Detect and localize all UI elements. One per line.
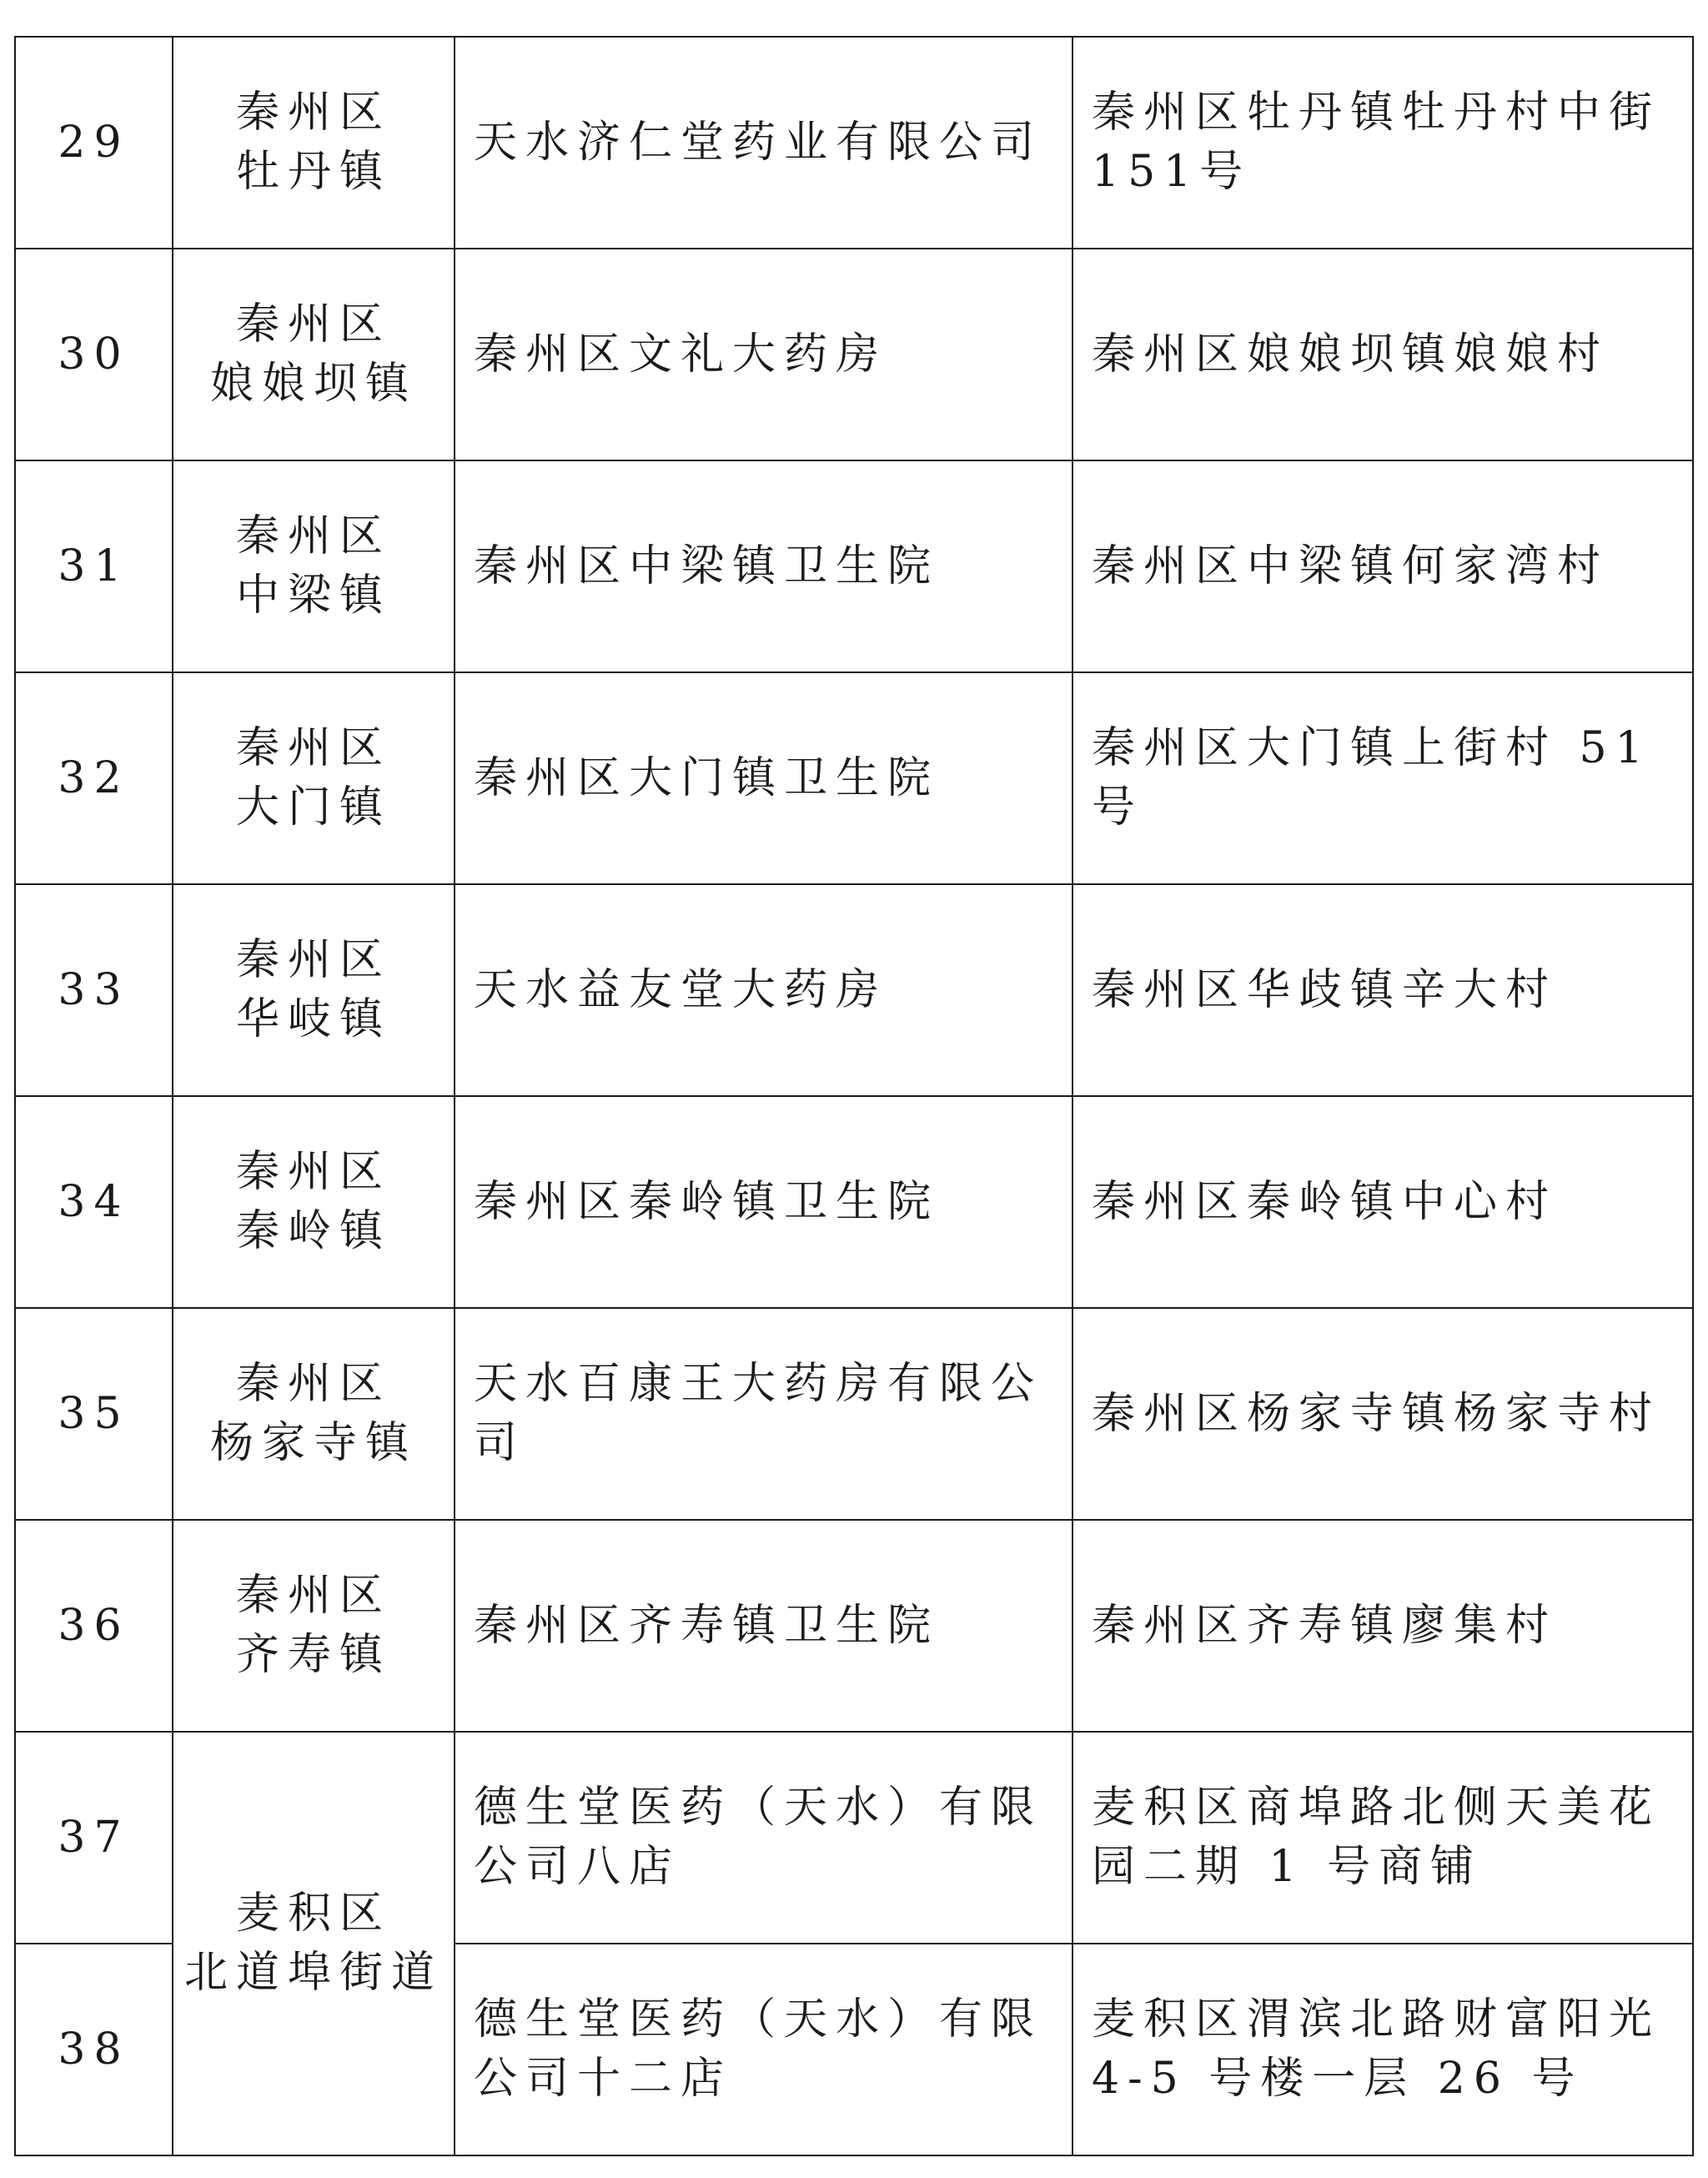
pharmacy-address: 秦州区大门镇上街村 51 号 [1073, 672, 1693, 884]
row-number: 36 [15, 1520, 173, 1732]
pharmacy-address: 秦州区娘娘坝镇娘娘村 [1073, 249, 1693, 460]
row-number: 37 [15, 1732, 173, 1944]
pharmacy-address: 秦州区齐寿镇廖集村 [1073, 1520, 1693, 1732]
table-row [15, 1308, 1693, 1520]
row-number: 33 [15, 884, 173, 1096]
pharmacy-name: 天水百康王大药房有限公司 [455, 1308, 1073, 1520]
table-row [15, 672, 1693, 884]
row-number: 31 [15, 460, 173, 672]
table-row [15, 1520, 1693, 1732]
district: 秦州区 [235, 299, 391, 350]
town: 牡丹镇 [235, 147, 391, 197]
district: 秦州区 [235, 723, 391, 773]
subdistrict: 北道埠街道 [183, 1948, 443, 1998]
pharmacy-address: 秦州区牡丹镇牡丹村中街151号 [1073, 37, 1693, 249]
area-cell [173, 884, 455, 1096]
pharmacy-name: 秦州区文礼大药房 [455, 249, 1073, 460]
pharmacy-name: 天水济仁堂药业有限公司 [455, 37, 1073, 249]
row-number: 35 [15, 1308, 173, 1520]
table-row [15, 249, 1693, 460]
row-number: 38 [15, 1944, 173, 2155]
area-cell [173, 37, 455, 249]
pharmacy-name: 秦州区齐寿镇卫生院 [455, 1520, 1073, 1732]
row-number: 32 [15, 672, 173, 884]
district: 麦积区 [235, 1889, 391, 1939]
pharmacy-address: 秦州区中梁镇何家湾村 [1073, 460, 1693, 672]
row-number: 34 [15, 1096, 173, 1308]
pharmacy-address: 秦州区杨家寺镇杨家寺村 [1073, 1308, 1693, 1520]
pharmacy-name: 天水益友堂大药房 [455, 884, 1073, 1096]
pharmacy-name: 德生堂医药（天水）有限公司十二店 [455, 1944, 1073, 2155]
table-row [15, 1096, 1693, 1308]
town: 齐寿镇 [235, 1630, 391, 1680]
pharmacy-address: 秦州区华歧镇辛大村 [1073, 884, 1693, 1096]
district: 秦州区 [235, 1147, 391, 1197]
pharmacy-name: 秦州区中梁镇卫生院 [455, 460, 1073, 672]
pharmacy-name: 秦州区秦岭镇卫生院 [455, 1096, 1073, 1308]
table-row [15, 460, 1693, 672]
pharmacy-address: 麦积区商埠路北侧天美花园二期 1 号商铺 [1073, 1732, 1693, 1944]
area-cell [173, 249, 455, 460]
district: 秦州区 [235, 511, 391, 561]
district: 秦州区 [235, 1359, 391, 1409]
area-cell [173, 1732, 455, 2155]
area-cell [173, 1096, 455, 1308]
area-cell [173, 672, 455, 884]
table-row [15, 884, 1693, 1096]
town: 秦岭镇 [235, 1206, 391, 1256]
town: 华岐镇 [235, 994, 391, 1044]
area-cell [173, 1520, 455, 1732]
pharmacy-table [14, 36, 1694, 2156]
town: 大门镇 [235, 782, 391, 832]
table-row [15, 37, 1693, 249]
table-row [15, 1732, 1693, 1944]
pharmacy-address: 麦积区渭滨北路财富阳光4-5 号楼一层 26 号 [1073, 1944, 1693, 2155]
district: 秦州区 [235, 88, 391, 138]
pharmacy-address: 秦州区秦岭镇中心村 [1073, 1096, 1693, 1308]
pharmacy-name: 秦州区大门镇卫生院 [455, 672, 1073, 884]
district: 秦州区 [235, 935, 391, 985]
district: 秦州区 [235, 1571, 391, 1621]
town: 杨家寺镇 [209, 1418, 417, 1468]
pharmacy-name: 德生堂医药（天水）有限公司八店 [455, 1732, 1073, 1944]
town: 中梁镇 [235, 571, 391, 621]
area-cell [173, 1308, 455, 1520]
area-cell [173, 460, 455, 672]
row-number: 29 [15, 37, 173, 249]
town: 娘娘坝镇 [209, 359, 417, 409]
row-number: 30 [15, 249, 173, 460]
